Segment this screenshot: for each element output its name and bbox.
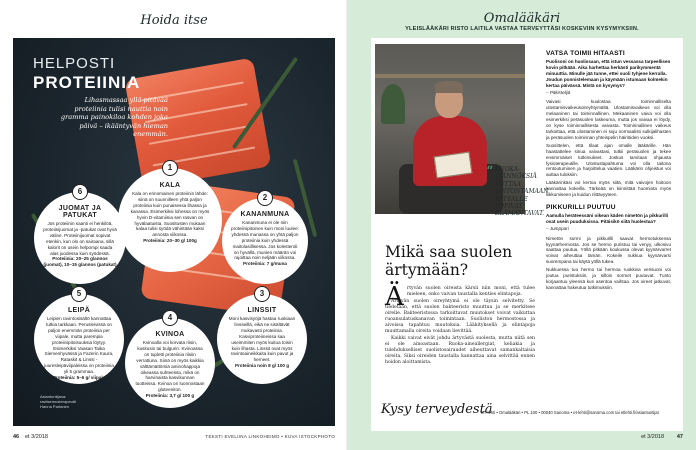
item-title: JUOMAT JA PATUKAT — [58, 205, 102, 219]
article-headline: Mikä saa suolen ärtymään? — [385, 243, 513, 279]
drop-cap: Ä — [385, 282, 404, 312]
issue-label-right: et 3/2018 — [641, 434, 664, 440]
item-number: 6 — [72, 184, 88, 200]
item-body: Kvinoalla voi korvata riisin, kuskusin tai bulgurin. Kvinoassa on tupletti proteiinia riisiin verrattuna. Siinä on myös kaikkia välttämättömiä aminohappoja oikeassa suhteessa, mikä on harvinaista kasvikunnan tuotteissa. Kvinoa on luonnostaan gluteeniton. — [135, 340, 205, 393]
question-signature: – Pitkistelijä — [546, 89, 571, 95]
protein-item-kvinoa — [125, 313, 215, 408]
pull-quote: RUOKA-JÄÄNNÖKSIÄ AUTTAA LOITONTAMAAN VATSALLE SOPIVAT ELÄMÄNTAVAT. — [495, 166, 549, 218]
left-footer — [13, 432, 335, 444]
quote-icon: “ — [486, 164, 494, 180]
item-body: Leipien ravintosisältö kannattaa tutkia tarkkaan. Perusleivissä on paljon enemmän proteiinia per viipale, mutta parempia proteiinipitoisuuksia löytyy. Esimerkiksi Vaasan Taika Siemenhyvässä ja Fazerin Kaura, Rataskit & Linssi -juuresleipäviipaleissa on proteiinia yli 5 grammaa. — [44, 316, 114, 375]
item-protein: Proteiinia: 5–6 g/ viipale — [52, 375, 106, 381]
answer-text: Lääkärinkäsi voi kertoa myös siitä, mitä vaivojen hoitoon kannattaa kokeilla. Tärkeää on kiinnittää huomiota myös liikkumiseen ja kuidun riittävyyteen. — [546, 180, 671, 198]
item-protein: Proteiinia: 20–30 g/ 100g — [143, 238, 197, 244]
item-title: KANANMUNA — [240, 211, 290, 218]
qa-column — [546, 50, 671, 293]
issue-label-left: et 3/2018 — [25, 434, 48, 440]
right-footer — [348, 432, 696, 444]
article-card — [371, 38, 683, 431]
right-header — [348, 0, 696, 34]
protein-item-kala — [118, 163, 222, 272]
answer-text: Nimetön sormi ja pikkurilli saavat hermotuksensa kyynärhermosta. Jos se hermo puristuu tai venyy, ulkosivu saattaa puutua. Yöllä pitkään koukussa olevat kyynärvarret voivat aiheuttaa tämän. Kokeile nukkua kyynärvarsi suorempana tai käytä yöllä tukea. — [546, 235, 671, 265]
item-number: 3 — [254, 286, 270, 302]
question-signature: – Jumppari — [546, 225, 569, 231]
text-photo-credit: TEKSTI EVELIINA LINKOHEIMO • KUVA ISTOCKPHOTO — [205, 434, 335, 439]
protein-item-leipa — [34, 289, 124, 384]
protein-item-kananmuna — [222, 193, 308, 284]
article-title — [33, 55, 163, 93]
expert-credit: Asiantuntijana: ravitsemusterapeutti Hanna Partanen — [40, 394, 77, 409]
section-title-left: Hoida itse — [140, 13, 208, 28]
article-body — [385, 282, 535, 367]
protein-item-juomat — [34, 187, 126, 284]
article-intro: Lihasmassaa yllä pitävää proteiinia tulisi nauttia noin gramma painokiloa kohden joka päivä – ikääntyvän hieman enemmän. — [60, 96, 168, 139]
page-number-right: 47 — [676, 434, 683, 440]
item-number: 4 — [162, 310, 178, 326]
item-body: Kala on erinomainen proteiinin lähde: siinä on suunnilleen yhtä paljon proteiinia kuin punaisessa lihassa ja kanassa. Esimerkiksi lohessa on myös hyvin D-vitamiinia sen rasvan on hyvälaatuista. Suositusten mukaan kalaa tulisi syödä vähintään kaksi annosta viikossa. — [130, 191, 210, 238]
item-title: LEIPÄ — [67, 307, 91, 314]
item-number: 2 — [257, 190, 273, 206]
item-body: Kananmuna ei ole niin proteiinipitoinen kuin moni luulee: yhdessä munassa on yhtä paljon proteiinia kuin yhdessä maitolasillisessa. Jos kolesteroli on hyvällä, munien määrän voi rajoittaa noin neljään viikossa. — [231, 220, 299, 261]
left-header — [0, 0, 348, 34]
item-body: Moni kasvisyöjä hastaa ruokiaan linsseillä, eikä ne sisältävät mukavasti proteiinia. Kasviproteiineissa saa useimmiten myös kuitua toisin kuin lihasta. Linssit ovat myös ravintoaineikkaita kuin pavut ja herneet. — [228, 316, 296, 363]
question-title: PIKKURILLI PUUTUU — [546, 203, 616, 211]
page-number-left: 46 — [13, 434, 20, 440]
card-footer — [381, 400, 673, 428]
item-title: KALA — [159, 182, 181, 189]
title-top: HELPOSTI — [33, 55, 116, 72]
question-text: Aamulla heräteessäni oikean käden nimetön ja pikkurilli ovat usein puuduksissa. Pitäisikö siitä huolestua? — [546, 212, 669, 224]
question-text: Puolisoni on huolissaan, että istun vessassa tarpeellisen kovin pitkään. Aika harhettaa herkästi parikymmentä minuuttia. Minulle jää tunne, ettei suoli tyhjene kerralla. Joudun ponnistelemaan ja käymään istumaan kolmekin kertaa päivässä. Mistä on kysymys? — [546, 59, 671, 88]
item-title: KVINOA — [155, 331, 185, 338]
item-number: 5 — [71, 286, 87, 302]
answer-text: Vaivasi kuulostaa toiminnalliselta ulostamisvaikeusoireyhtymältä. Ulostamisvaikeus voi olla melaaninen tai toiminnallinen. Mekaaninen vaiva voi olla esimerkiksi peräsuolen laskeuma, mutta jos vaivaa ei löydy, on kyse toiminnallisesta vaivasta. Toiminnallinen vaikeus tarkoittaa, että ulostaminen ei suju normaalisti sulkijalihasten ja peräsuolen toiminnan yhteispelin häiriöiden vuoksi. — [546, 99, 671, 140]
section-subtitle: YLEISLÄÄKÄRI RISTO LAITILA VASTAA TERVEYTTÄSI KOSKEVIIN KYSYMYKSIIN. — [405, 26, 639, 32]
item-number: 1 — [162, 160, 178, 176]
body-paragraph: rtyvän suolen oireista kärsii niin moni, että tulee mieleen, onko vaivan taustalla kenties elintapoja. — [407, 286, 535, 297]
item-protein: Proteiinia: 3,7 g/ 100 g — [145, 393, 195, 399]
title-bottom: PROTEIINIA — [33, 73, 141, 92]
item-protein: Proteiinia noin 8 g/ 100 g — [234, 363, 290, 369]
protein-item-linssit — [217, 289, 307, 384]
body-paragraph: Ärtyvän suolen oireyhtymä ei ole täysin selvitetty. Se tiedetään, että suolen bakteeristo muuttuu ja se merkitsee oirelle. Bakteeristossa tarkoittavat muutokset voivat vaikuttaa ruoansulatuskanavan toimintaan. Suoliston hermostossa ja aivoissa tapahtuu muutoksia. Lääkityksellä ja elintapoja muuttamalla oireita voidaan lievittää. — [385, 299, 535, 334]
body-paragraph: Kaikki vaivat eivät johdu ärtyvästä suolesta, mutta niitä sen ei ole ainoastaan. Ruoka-aineallergiat, keliakia ja tulehdukselliset suolistosairaudet aiheuttavat samankaltaisia oireita. Siksi oireiden taustalla kannattaa aina selvittää ennen hoidon aloittamista. — [385, 336, 535, 365]
item-protein: Proteiinia: 7 g/muna — [243, 261, 287, 267]
question-title: VATSA TOIMII HITAASTI — [546, 50, 625, 57]
right-page — [348, 0, 696, 450]
answer-text: Nukkuessa tuo hermo tai hermoa ruokkiva verisuoni voi joutua puristuksiin, ja silloin sormet puutuvat. Tunto korjaantuu yleensä kun asentoa vaihtaa. Jos oireet jatkuvat, kannattaa hakeutua tutkimuksiin. — [546, 267, 671, 290]
ask-about-health-label: Kysy terveydestä — [381, 402, 493, 417]
answer-text: Suosittelen, että tilaat ajan omalle lääkärille. Hän haastattelee sinua vaivastasi, tutkii peräsuolen ja tekee ensimmäiset tutkimukset. Joskus tarvitaan ohjausta fysioterapeutille. Ulostustapahtuma voi olla taitona rentoutuminen ja harjoittelua vaatien. Lääkärin ohjeistus voi auttaa tuloksiin. — [546, 142, 671, 178]
item-body: Jos proteiinin saanti ei henkilöä, proteiinijuomat ja -patukat ovat hyvä väline. Proteiinijuomat sopivat etenkin, kun olo on sairaana, sillä kalorit on usein helpompi saada alas juodessa kuin syödessä. — [43, 221, 117, 256]
contact-info: ET-lehti • Omalääkäri • PL 100 • 00040 Sanoma • et-lehti@sanoma.com tai etlehti.fi/asiantuntijat — [481, 410, 659, 415]
item-title: LINSSIT — [247, 307, 277, 314]
item-protein: Proteiinia: 20–25 g/annos (juomat), 10–15 g/annos (patukat) — [43, 256, 117, 268]
section-title-right: Omalääkäri — [483, 11, 561, 26]
